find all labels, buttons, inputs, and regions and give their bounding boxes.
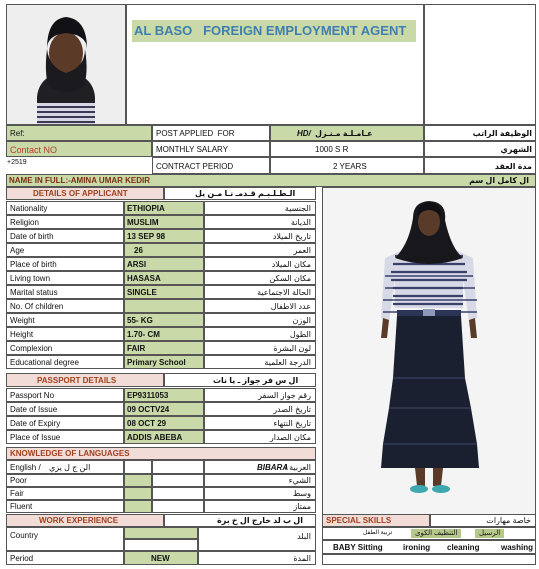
passport-header-ar-cell bbox=[164, 373, 316, 387]
table-row-value: 08 OCT 29 bbox=[124, 416, 204, 430]
table-row: No. Of children bbox=[6, 299, 124, 313]
table-row: Living town bbox=[6, 271, 124, 285]
table-row-ar: رقم جواز السفر bbox=[204, 388, 316, 402]
applicant-table bbox=[6, 201, 316, 369]
language-check-cell bbox=[124, 474, 152, 487]
table-row-ar: الطول bbox=[204, 327, 316, 341]
table-row: Marital status bbox=[6, 285, 124, 299]
portrait-image bbox=[7, 5, 125, 124]
table-row-ar: الوزن bbox=[204, 313, 316, 327]
languages-header-cell bbox=[6, 447, 316, 460]
skills-header-ar-cell bbox=[430, 514, 536, 527]
table-row-value: Primary School bbox=[124, 355, 204, 369]
full-name-label: NAME IN FULL:-AMINA UMAR KEDIR bbox=[9, 176, 151, 185]
table-row-value: MUSLIM bbox=[124, 215, 204, 229]
skills-ar-row bbox=[322, 527, 536, 540]
post-label-cell bbox=[152, 125, 270, 141]
applicant-section-title-ar: الـطـلـبـم قـدمـ نـا مـن يل bbox=[195, 189, 296, 198]
table-row: Nationality bbox=[6, 201, 124, 215]
table-row-ar: العمر bbox=[204, 243, 316, 257]
table-row: Fluent bbox=[6, 500, 124, 513]
table-row-value: EP9311053 bbox=[124, 388, 204, 402]
language-blank-cell bbox=[152, 487, 204, 500]
passport-section-title-ar: ال س فر جواز ـ يا نات bbox=[213, 376, 299, 385]
table-row-ar: الشيء bbox=[204, 474, 316, 487]
table-row-ar: مكان السكن bbox=[204, 271, 316, 285]
table-row-ar: مكان الميلاد bbox=[204, 257, 316, 271]
language-check-cell bbox=[124, 487, 152, 500]
salary-label-ar-cell bbox=[424, 141, 536, 157]
post-value-cell bbox=[270, 125, 424, 141]
skill-cleaning: cleaning bbox=[447, 543, 480, 552]
table-row-ar: تاريخ الميلاد bbox=[204, 229, 316, 243]
ref-cell bbox=[6, 125, 152, 141]
table-row-value: SINGLE bbox=[124, 285, 204, 299]
table-row: Date of Expiry bbox=[6, 416, 124, 430]
work-header-cell bbox=[6, 514, 164, 527]
language-arabic-cell bbox=[204, 460, 316, 474]
table-row: Place of Issue bbox=[6, 430, 124, 444]
arabic-label-ar: العربية / bbox=[284, 463, 311, 472]
skill-ar-1: التنظيف الكوى bbox=[411, 529, 461, 538]
skill-ar-0: الرسيل bbox=[475, 529, 504, 538]
post-label: POST APPLIED FOR bbox=[156, 129, 235, 138]
passport-section-title: PASSPORT DETAILS bbox=[37, 376, 117, 385]
applicant-section-title: DETAILS OF APPLICANT bbox=[33, 189, 128, 198]
table-row-value: FAIR bbox=[124, 341, 204, 355]
table-row-value: 09 OCTV24 bbox=[124, 402, 204, 416]
ref-label: Ref: bbox=[10, 129, 25, 138]
contract-label-cell bbox=[152, 157, 270, 174]
contract-value-cell bbox=[270, 157, 424, 174]
work-period-value: NEW bbox=[151, 554, 170, 563]
english-label: English / bbox=[10, 463, 41, 472]
work-country-ar-cell bbox=[198, 527, 316, 551]
table-row-ar: الحالة الاجتماعية bbox=[204, 285, 316, 299]
table-row-ar: وسط bbox=[204, 487, 316, 500]
skill-washing: washing bbox=[501, 543, 534, 552]
table-row-value: HASASA bbox=[124, 271, 204, 285]
contact-cell bbox=[6, 141, 152, 157]
table-row: Date of Issue bbox=[6, 402, 124, 416]
contact-label: Contact NO bbox=[10, 145, 58, 155]
work-period-ar: المدة bbox=[293, 554, 311, 563]
salary-label-ar: الشهري bbox=[500, 145, 532, 154]
table-row-ar: ممتاز bbox=[204, 500, 316, 513]
table-row-value: ARSI bbox=[124, 257, 204, 271]
post-label-ar-cell bbox=[424, 125, 536, 141]
work-period-label: Period bbox=[10, 554, 34, 563]
work-section-title: WORK EXPERIENCE bbox=[39, 516, 119, 525]
skill-ar-2: تربية الطفل bbox=[363, 530, 393, 536]
table-row: Height bbox=[6, 327, 124, 341]
table-row-value: ETHIOPIA bbox=[124, 201, 204, 215]
agency-title: AL BASO FOREIGN EMPLOYMENT AGENT bbox=[134, 23, 407, 38]
table-row-ar: الدرجة العلمية bbox=[204, 355, 316, 369]
table-row-ar: تاريخ النتهاء bbox=[204, 416, 316, 430]
language-col-2 bbox=[152, 460, 204, 474]
table-row-ar: الديانة bbox=[204, 215, 316, 229]
work-period-cell bbox=[6, 551, 124, 565]
post-value-en: HD/ bbox=[297, 129, 311, 138]
language-check-cell bbox=[124, 500, 152, 513]
table-row: Weight bbox=[6, 313, 124, 327]
phone-prefix: +2519 bbox=[7, 159, 27, 166]
language-english-cell bbox=[6, 460, 124, 474]
salary-value-cell bbox=[270, 141, 424, 157]
skills-en-row bbox=[322, 540, 536, 554]
table-row-value: 26 bbox=[124, 243, 204, 257]
table-row-value: 55- KG bbox=[124, 313, 204, 327]
language-col-1 bbox=[124, 460, 152, 474]
skills-section-title-ar: خاصة مهارات bbox=[486, 516, 531, 525]
language-blank-cell bbox=[152, 500, 204, 513]
contract-label: CONTRACT PERIOD bbox=[156, 162, 234, 171]
work-country-label: Country bbox=[10, 531, 39, 540]
table-row-ar: مكان الصدار bbox=[204, 430, 316, 444]
table-row: Religion bbox=[6, 215, 124, 229]
table-row: Place of birth bbox=[6, 257, 124, 271]
name-row bbox=[6, 174, 536, 187]
work-section-title-ar: ال ب لد خارج ال خ برة bbox=[217, 516, 303, 525]
language-blank-cell bbox=[152, 474, 204, 487]
post-label-ar: الوظيفة الراتب bbox=[472, 129, 532, 138]
full-body-photo bbox=[322, 187, 536, 515]
table-row: Educational degree bbox=[6, 355, 124, 369]
portrait-photo bbox=[6, 4, 126, 125]
work-period-ar-cell bbox=[198, 551, 316, 565]
top-right-blank bbox=[424, 4, 536, 125]
table-row: Age bbox=[6, 243, 124, 257]
work-header-ar-cell bbox=[164, 514, 316, 527]
full-body-image bbox=[323, 188, 535, 514]
work-country-value bbox=[124, 527, 198, 539]
salary-value: 1000 S R bbox=[315, 145, 349, 154]
table-row-ar: تاريخ الصدر bbox=[204, 402, 316, 416]
salary-label: MONTHLY SALARY bbox=[156, 145, 229, 154]
skills-header-cell bbox=[322, 514, 430, 527]
table-row-value: ADDIS ABEBA bbox=[124, 430, 204, 444]
table-row-ar: لون البشرة bbox=[204, 341, 316, 355]
passport-table bbox=[6, 388, 316, 444]
salary-label-cell bbox=[152, 141, 270, 157]
languages-table bbox=[6, 460, 316, 514]
work-country-ar: البلد bbox=[297, 532, 311, 541]
applicant-header-ar-cell bbox=[164, 187, 316, 200]
contract-value: 2 YEARS bbox=[333, 162, 367, 171]
table-row: Passport No bbox=[6, 388, 124, 402]
table-row: Date of birth bbox=[6, 229, 124, 243]
table-row: Poor bbox=[6, 474, 124, 487]
table-row-value: 1.70- CM bbox=[124, 327, 204, 341]
contract-label-ar: مدة العقد bbox=[494, 162, 532, 171]
contract-label-ar-cell bbox=[424, 157, 536, 174]
table-row: Fair bbox=[6, 487, 124, 500]
work-country-cell bbox=[6, 527, 124, 551]
title-box bbox=[126, 4, 424, 125]
table-row: Complexion bbox=[6, 341, 124, 355]
languages-section-title: KNOWLEDGE OF LANGUAGES bbox=[10, 449, 130, 458]
applicant-header-cell bbox=[6, 187, 164, 200]
table-row-ar: الجنسية bbox=[204, 201, 316, 215]
work-country-blank bbox=[124, 539, 198, 551]
skills-section-title: SPECIAL SKILLS bbox=[326, 516, 392, 525]
post-value-ar: عـامـلـة مـنـزل bbox=[315, 129, 373, 138]
skill-ironing: ironing bbox=[403, 543, 431, 552]
skill-baby-sitting: BABY Sitting bbox=[333, 543, 383, 552]
full-name-label-ar: ال كامل ال سم bbox=[469, 176, 529, 185]
table-row-value bbox=[124, 299, 204, 313]
work-period-value-cell bbox=[124, 551, 198, 565]
arabic-level-value: BIBARA bbox=[257, 463, 289, 472]
skills-blank-row bbox=[322, 554, 536, 565]
english-label-ar: الن ج ل يزي bbox=[49, 463, 91, 472]
passport-header-cell bbox=[6, 373, 164, 387]
table-row-ar: عدد الاطفال bbox=[204, 299, 316, 313]
table-row-value: 13 SEP 98 bbox=[124, 229, 204, 243]
